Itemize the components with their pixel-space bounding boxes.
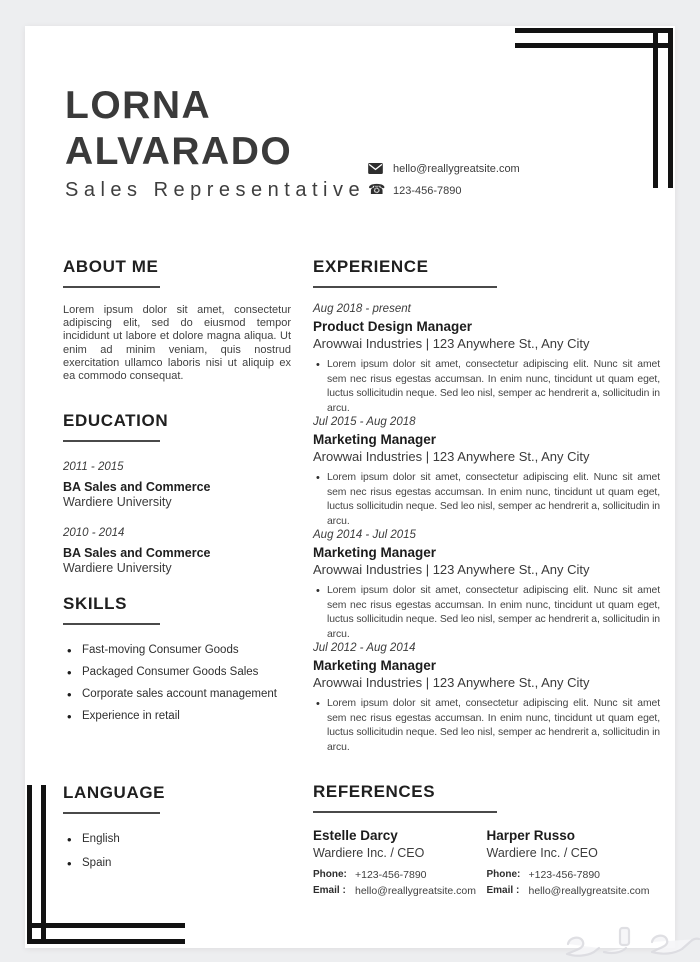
phone-label: Phone: bbox=[486, 869, 521, 880]
email-value: hello@reallygreatsite.com bbox=[355, 885, 476, 897]
job-title: Sales Representative bbox=[65, 179, 366, 201]
frame-line bbox=[27, 785, 32, 944]
candidate-name bbox=[65, 83, 292, 175]
bullet-dot-icon: • bbox=[316, 698, 320, 710]
skills-list bbox=[63, 640, 291, 727]
name-line-1: LORNA bbox=[65, 84, 212, 127]
experience-company: Arowwai Industries | 123 Anywhere St., Any City bbox=[313, 449, 590, 464]
haraj-watermark-icon bbox=[560, 922, 700, 962]
experience-entry bbox=[313, 642, 660, 755]
section-rule bbox=[63, 440, 160, 442]
frame-line bbox=[515, 43, 673, 48]
contact-phone: 123-456-7890 bbox=[393, 184, 462, 197]
section-rule bbox=[63, 812, 160, 814]
skill-item: • Experience in retail bbox=[63, 706, 291, 727]
resume-page bbox=[25, 26, 675, 948]
section-about bbox=[63, 257, 291, 383]
email-label: Email : bbox=[486, 885, 520, 896]
language-list bbox=[63, 829, 291, 874]
reference-card bbox=[313, 828, 487, 901]
experience-role: Marketing Manager bbox=[313, 432, 437, 447]
education-school: Wardiere University bbox=[63, 561, 172, 575]
experience-bullet bbox=[313, 697, 660, 755]
language-item: • Spain bbox=[63, 853, 291, 874]
experience-dates: Aug 2014 - Jul 2015 bbox=[313, 529, 416, 541]
reference-email-row bbox=[313, 885, 487, 897]
experience-bullet-text: Lorem ipsum dolor sit amet, consectetur adipiscing elit. Nunc sit amet sem nec risus egestas accumsan. In enim nunc, tincidunt ut quam eget, luctus sollicitudin neque. Sed leo nisl, semper ac hendrerit a, sollicitudin in arcu. bbox=[327, 698, 660, 753]
experience-role: Marketing Manager bbox=[313, 545, 437, 560]
experience-bullet-text: Lorem ipsum dolor sit amet, consectetur adipiscing elit. Nunc sit amet sem nec risus egestas accumsan. In enim nunc, tincidunt ut quam eget, luctus sollicitudin neque. Sed leo nisl, semper ac hendrerit a, sollicitudin in arcu. bbox=[327, 585, 660, 640]
section-title-references: REFERENCES bbox=[313, 782, 436, 801]
bullet-dot-icon: • bbox=[316, 472, 320, 484]
bullet-dot-icon: • bbox=[316, 359, 320, 371]
section-language bbox=[63, 783, 291, 877]
experience-company: Arowwai Industries | 123 Anywhere St., Any City bbox=[313, 562, 590, 577]
experience-dates: Jul 2012 - Aug 2014 bbox=[313, 642, 416, 654]
about-text: Lorem ipsum dolor sit amet, consectetur adipiscing elit, sed do eiusmod tempor incididunt ut labore et dolore magna aliqua. Ut enim ad minim veniam, quis nostrud exercitation ullamco laboris nisi ut aliquip ex ea commodo consequat. bbox=[63, 304, 291, 383]
frame-line bbox=[668, 28, 673, 188]
education-degree: BA Sales and Commerce bbox=[63, 546, 211, 560]
experience-role: Marketing Manager bbox=[313, 658, 437, 673]
phone-value: +123-456-7890 bbox=[355, 869, 427, 881]
frame-line bbox=[27, 923, 185, 928]
experience-dates: Jul 2015 - Aug 2018 bbox=[313, 416, 416, 428]
skill-item: • Packaged Consumer Goods Sales bbox=[63, 662, 291, 683]
contact-email-row bbox=[368, 162, 520, 175]
experience-company: Arowwai Industries | 123 Anywhere St., Any City bbox=[313, 336, 590, 351]
reference-card bbox=[487, 828, 661, 901]
section-rule bbox=[63, 623, 160, 625]
section-title-skills: SKILLS bbox=[63, 594, 128, 613]
experience-bullet-text: Lorem ipsum dolor sit amet, consectetur adipiscing elit. Nunc sit amet sem nec risus egestas accumsan. In enim nunc, tincidunt ut quam eget, luctus sollicitudin neque. Sed leo nisl, semper ac hendrerit a, sollicitudin in arcu. bbox=[327, 359, 660, 414]
phone-label: Phone: bbox=[313, 869, 347, 880]
phone-value: +123-456-7890 bbox=[528, 869, 601, 881]
experience-role: Product Design Manager bbox=[313, 319, 473, 334]
envelope-icon bbox=[368, 162, 385, 175]
section-skills bbox=[63, 594, 291, 728]
telephone-icon: ☎ bbox=[368, 182, 386, 198]
section-rule bbox=[313, 286, 497, 288]
experience-bullet bbox=[313, 471, 660, 529]
experience-entry bbox=[313, 529, 660, 642]
email-value: hello@reallygreatsite.com bbox=[528, 885, 650, 897]
education-dates: 2011 - 2015 bbox=[63, 461, 124, 473]
education-entry bbox=[63, 461, 291, 527]
frame-line bbox=[653, 28, 658, 188]
frame-line bbox=[41, 785, 46, 944]
experience-company: Arowwai Industries | 123 Anywhere St., Any City bbox=[313, 675, 590, 690]
frame-line bbox=[27, 939, 185, 944]
section-education bbox=[63, 411, 291, 593]
reference-name: Harper Russo bbox=[486, 828, 576, 843]
section-rule bbox=[63, 286, 160, 288]
section-title-experience: EXPERIENCE bbox=[313, 257, 429, 276]
skill-item: • Fast-moving Consumer Goods bbox=[63, 640, 291, 661]
name-line-2: ALVARADO bbox=[65, 130, 293, 173]
bullet-dot-icon: • bbox=[316, 585, 320, 597]
section-title-education: EDUCATION bbox=[63, 411, 169, 430]
experience-bullet-text: Lorem ipsum dolor sit amet, consectetur adipiscing elit. Nunc sit amet sem nec risus egestas accumsan. In enim nunc, tincidunt ut quam eget, luctus sollicitudin neque. Sed leo nisl, semper ac hendrerit a, sollicitudin in arcu. bbox=[327, 472, 660, 527]
section-references bbox=[313, 782, 660, 901]
education-entry bbox=[63, 527, 291, 593]
reference-position: Wardiere Inc. / CEO bbox=[486, 846, 598, 860]
section-title-about: ABOUT ME bbox=[63, 257, 159, 276]
email-label: Email : bbox=[313, 885, 346, 896]
reference-phone-row bbox=[313, 869, 487, 881]
contact-email: hello@reallygreatsite.com bbox=[393, 162, 520, 175]
frame-line bbox=[515, 28, 673, 33]
experience-entry bbox=[313, 303, 660, 416]
education-school: Wardiere University bbox=[63, 495, 172, 509]
education-degree: BA Sales and Commerce bbox=[63, 480, 211, 494]
reference-email-row bbox=[487, 885, 661, 897]
reference-name: Estelle Darcy bbox=[313, 828, 398, 843]
contact-block bbox=[368, 162, 520, 206]
education-dates: 2010 - 2014 bbox=[63, 527, 125, 539]
section-rule bbox=[313, 811, 497, 813]
language-item: • English bbox=[63, 829, 291, 850]
section-experience bbox=[313, 257, 660, 755]
skill-item: • Corporate sales account management bbox=[63, 684, 291, 705]
experience-bullet bbox=[313, 584, 660, 642]
reference-phone-row bbox=[487, 869, 661, 881]
experience-dates: Aug 2018 - present bbox=[313, 303, 411, 315]
contact-phone-row bbox=[368, 184, 520, 197]
experience-bullet bbox=[313, 358, 660, 416]
reference-position: Wardiere Inc. / CEO bbox=[313, 846, 425, 860]
experience-entry bbox=[313, 416, 660, 529]
section-title-language: LANGUAGE bbox=[63, 783, 166, 802]
